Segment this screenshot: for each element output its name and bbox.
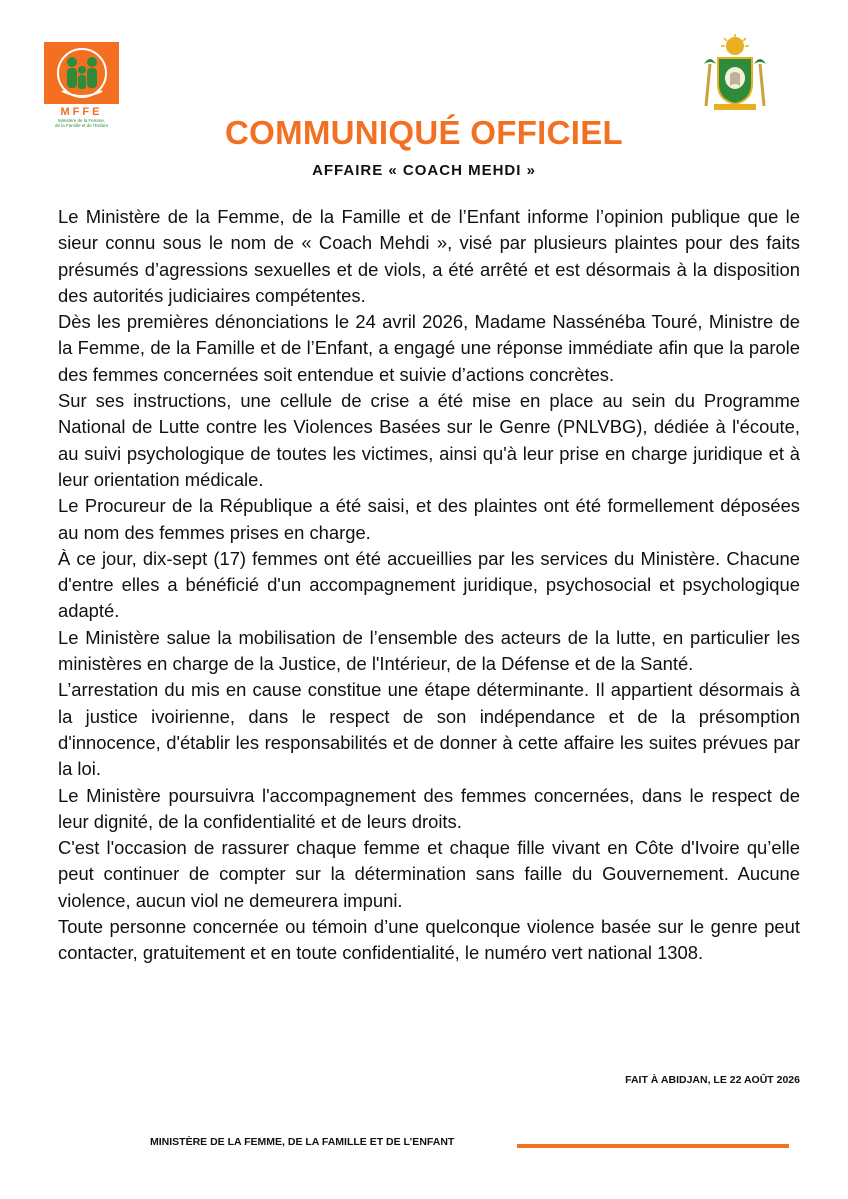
paragraph: À ce jour, dix-sept (17) femmes ont été accueillies par les services du Ministère. Chacune d'entre elles a bénéficié d'un accompagnement juridique, psychosocial et psychologique adapté. [58, 547, 800, 622]
logo-subtitle-line1: Ministère de la Femme, [57, 118, 105, 123]
paragraph: C'est l'occasion de rassurer chaque femme et chaque fille vivant en Côte d'Ivoire qu’elle peut continuer de compter sur la détermination sans faille du Gouvernement. Aucune violence, aucun viol ne demeurera impuni. [58, 837, 800, 911]
footer-ministry: MINISTÈRE DE LA FEMME, DE LA FAMILLE ET DE L’ENFANT [150, 1136, 455, 1148]
paragraph: Le Ministère poursuivra l'accompagnement des femmes concernées, dans le respect de leur dignité, de la confidentialité et de leurs droits. [58, 784, 800, 832]
paragraph: Sur ses instructions, une cellule de crise a été mise en place au sein du Programme National de Lutte contre les Violences Basées sur le Genre (PNLVBG), dédiée à l'écoute, au suivi psychologique de toutes les victimes, ainsi qu'à leur prise en charge juridique et à leur orientation médicale. [58, 390, 800, 490]
signature-date: FAIT À ABIDJAN, LE 22 AOÛT 2026 [625, 1074, 800, 1086]
paragraph: Le Ministère de la Femme, de la Famille et de l’Enfant informe l’opinion publique que le sieur connu sous le nom de « Coach Mehdi », visé par plusieurs plaintes pour des faits présumés d’agressions sexuelles et de viols, a été arrêté et est désormais à la disposition des autorités judiciaires compétentes. [58, 206, 800, 306]
page-subtitle: AFFAIRE « COACH MEHDI » [312, 162, 536, 179]
logo-acronym: MFFE [60, 106, 103, 118]
communique-body [58, 204, 800, 967]
paragraph: Le Procureur de la République a été saisi, et des plaintes ont été formellement déposées au nom des femmes prises en charge. [58, 495, 800, 543]
paragraph: Toute personne concernée ou témoin d’une quelconque violence basée sur le genre peut contacter, gratuitement et en toute confidentialité, le numéro vert national 1308. [58, 916, 800, 964]
paragraph: L’arrestation du mis en cause constitue une étape déterminante. Il appartient désormais à la justice ivoirienne, dans le respect de son indépendance et de la présomption d'innocence, d'établir les responsabilités et de donner à cette affaire les suites prévues par la loi. [58, 679, 800, 780]
coat-of-arms-icon [700, 34, 770, 114]
family-icon [44, 42, 119, 104]
page-title: COMMUNIQUÉ OFFICIEL [224, 114, 623, 151]
paragraph: Le Ministère salue la mobilisation de l’ensemble des acteurs de la lutte, en particulier les ministères en charge de la Justice, de l'Intérieur, de la Défense et de la Santé. [58, 626, 800, 675]
paragraph: Dès les premières dénonciations le 24 avril 2026, Madame Nassénéba Touré, Ministre de la Femme, de la Famille et de l’Enfant, a engagé une réponse immédiate afin que la parole des femmes concernées soit entendue et suivie d’actions concrètes. [58, 311, 800, 385]
footer-divider [517, 1144, 789, 1148]
logo-subtitle-line2: de la Famille et de l'Enfant [55, 123, 108, 128]
